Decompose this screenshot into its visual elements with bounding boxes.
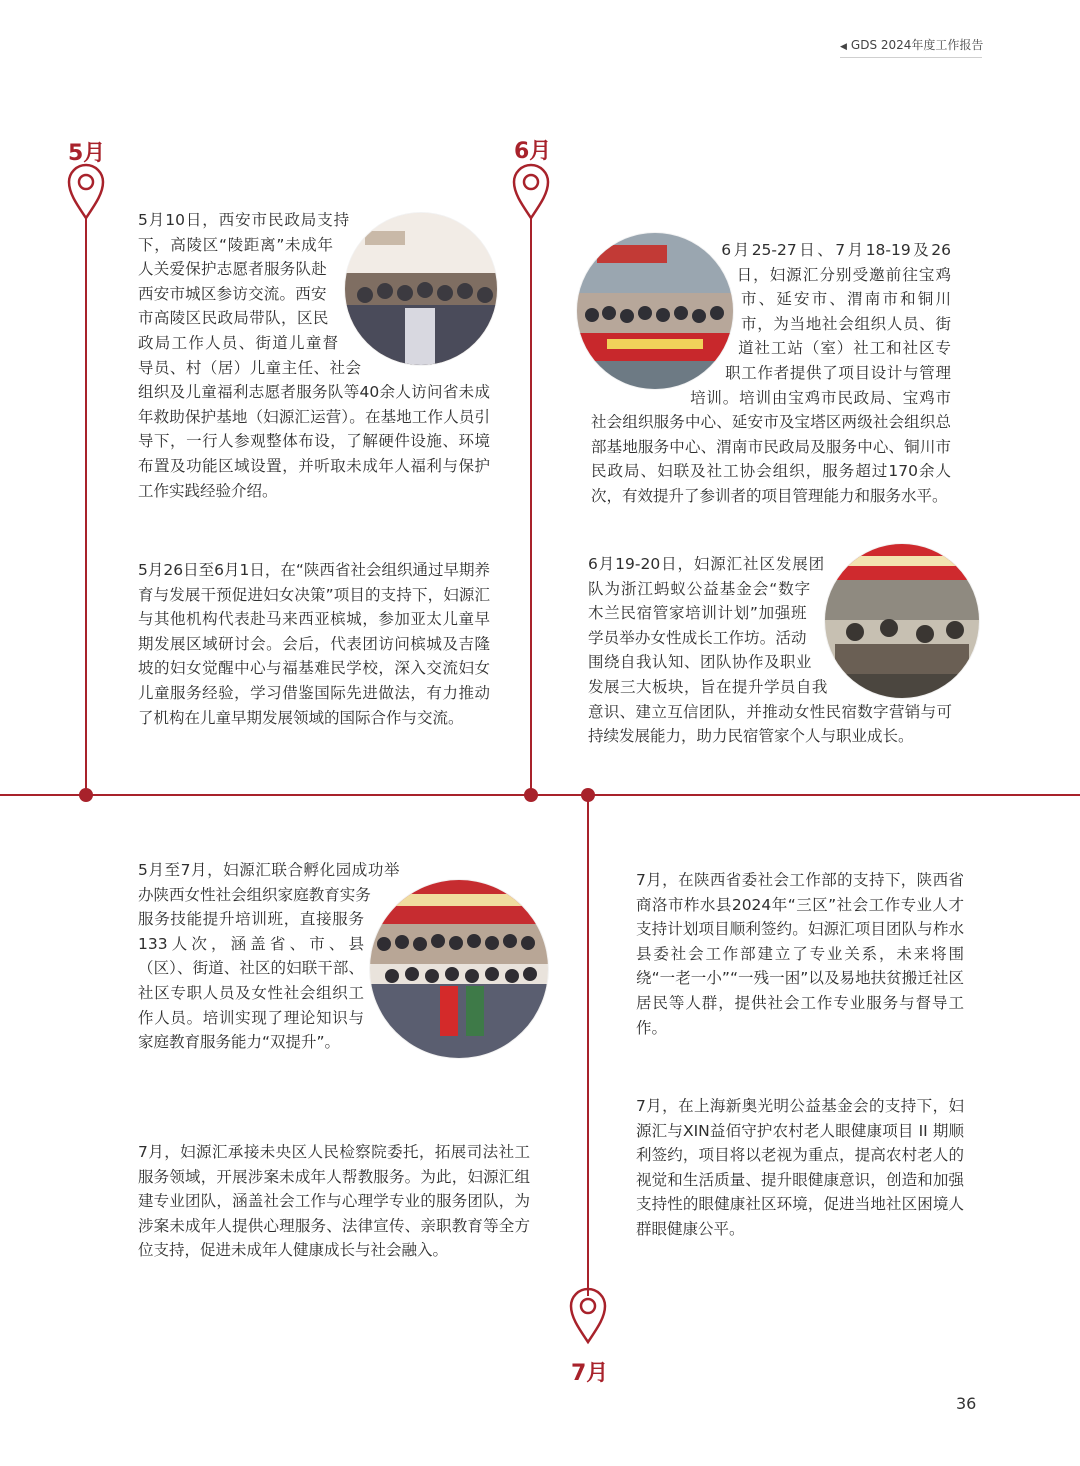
may-entry-1: 5月10日，西安市民政局支持下，高陵区“陵距离”未成年人关爱保护志愿者服务队赴西安市城区参访交流。西安市高陵区民政局带队，区民政局工作人员、街道儿童督导员、村（居）儿童主任、社会组织及儿童福利志愿者服务队等40余人访问省未成年救助保护基地（妇源汇运营）。在基地工作人员引导下，一行人参观整体布设，了解硬件设施、环境布置及功能区域设置，并听取未成年人福利与保护工作实践经验介绍。: [138, 211, 490, 500]
month-label-may: 5月: [68, 141, 106, 166]
report-title: GDS 2024年度工作报告: [850, 38, 984, 52]
map-pin-icon: [514, 165, 548, 218]
july-left-entry-2: 7月，妇源汇承接未央区人民检察院委托，拓展司法社工服务领域，开展涉案未成年人帮教服务。为此，妇源汇组建专业团队，涵盖社会工作与心理学专业的服务团队，为涉案未成年人提供心理服务、法律宣传、亲职教育等全方位支持，促进未成年人健康成长与社会融入。: [138, 1143, 530, 1260]
photo-wrap-spacer: [806, 544, 952, 696]
photo-wrap-spacer: [364, 878, 530, 1076]
june-entry-1: 6月25-27日、7月18-19及26日，妇源汇分别受邀前往宝鸡市、延安市、渭南市和铜川市，为当地社会组织人员、街道社工站（室）社工和社区专职工作者提供了项目设计与管理培训。培训由宝鸡市民政局、宝鸡市社会组织服务中心、延安市及宝塔区两级社会组织总部基地服务中心、渭南市民政局及服务中心、铜川市民政局、妇联及社工协会组织，服务超过170余人次，有效提升了参训者的项目管理能力和服务水平。: [591, 238, 951, 509]
timeline-dot: [79, 788, 93, 802]
photo-wrap-spacer: [591, 232, 741, 390]
map-pin-icon: [571, 1289, 605, 1342]
may-entry-2: 5月26日至6月1日，在“陕西省社会组织通过早期养育与发展干预促进妇女决策”项目的支持下，妇源汇与其他机构代表赴马来西亚槟城，参加亚太儿童早期发展区域研讨会。会后，代表团访问槟城及吉隆坡的妇女觉醒中心与福基难民学校，深入交流妇女儿童服务经验，学习借鉴国际先进做法，有力推动了机构在儿童早期发展领域的国际合作与交流。: [138, 561, 490, 727]
timeline-dot: [581, 788, 595, 802]
month-label-july: 7月: [571, 1361, 609, 1386]
timeline-dot: [524, 788, 538, 802]
map-pin-icon: [69, 165, 103, 218]
triangle-left-icon: ◀: [840, 42, 847, 52]
page-number: 36: [956, 1394, 977, 1413]
month-label-june: 6月: [514, 139, 552, 164]
july-right-entry-2: 7月，在上海新奥光明公益基金会的支持下，妇源汇与XIN益佰守护农村老人眼健康项目 II 期顺利签约，项目将以老视为重点，提高农村老人的视觉和生活质量、提升眼健康意识，创造和加强支持性的眼健康社区环境，促进当地社区困境人群眼健康公平。: [636, 1097, 964, 1238]
photo-wrap-spacer: [326, 210, 490, 370]
july-left-entry-1: 5月至7月，妇源汇联合孵化园成功举办陕西女性社会组织家庭教育实务服务技能提升培训班，直接服务133人次，涵盖省、市、县（区）、街道、社区的妇联干部、社区专职人员及女性社会组织工作人员。培训实现了理论知识与家庭教育服务能力“双提升”。: [138, 858, 530, 1076]
june-entry-2: 6月19-20日，妇源汇社区发展团队为浙江蚂蚁公益基金会“数字木兰民宿管家培训计划”加强班学员举办女性成长工作坊。活动围绕自我认知、团队协作及职业发展三大板块，旨在提升学员自我意识、建立互信团队，并推动女性民宿数字营销与可持续发展能力，助力民宿管家个人与职业成长。: [588, 552, 952, 749]
july-right-entry-1: 7月，在陕西省委社会工作部的支持下，陕西省商洛市柞水县2024年“三区”社会工作专业人才支持计划项目顺利签约。妇源汇项目团队与柞水县委社会工作部建立了专业关系，未来将围绕“一老一小”“一残一困”以及易地扶贫搬迁社区居民等人群，提供社会工作专业服务与督导工作。: [636, 871, 964, 1037]
